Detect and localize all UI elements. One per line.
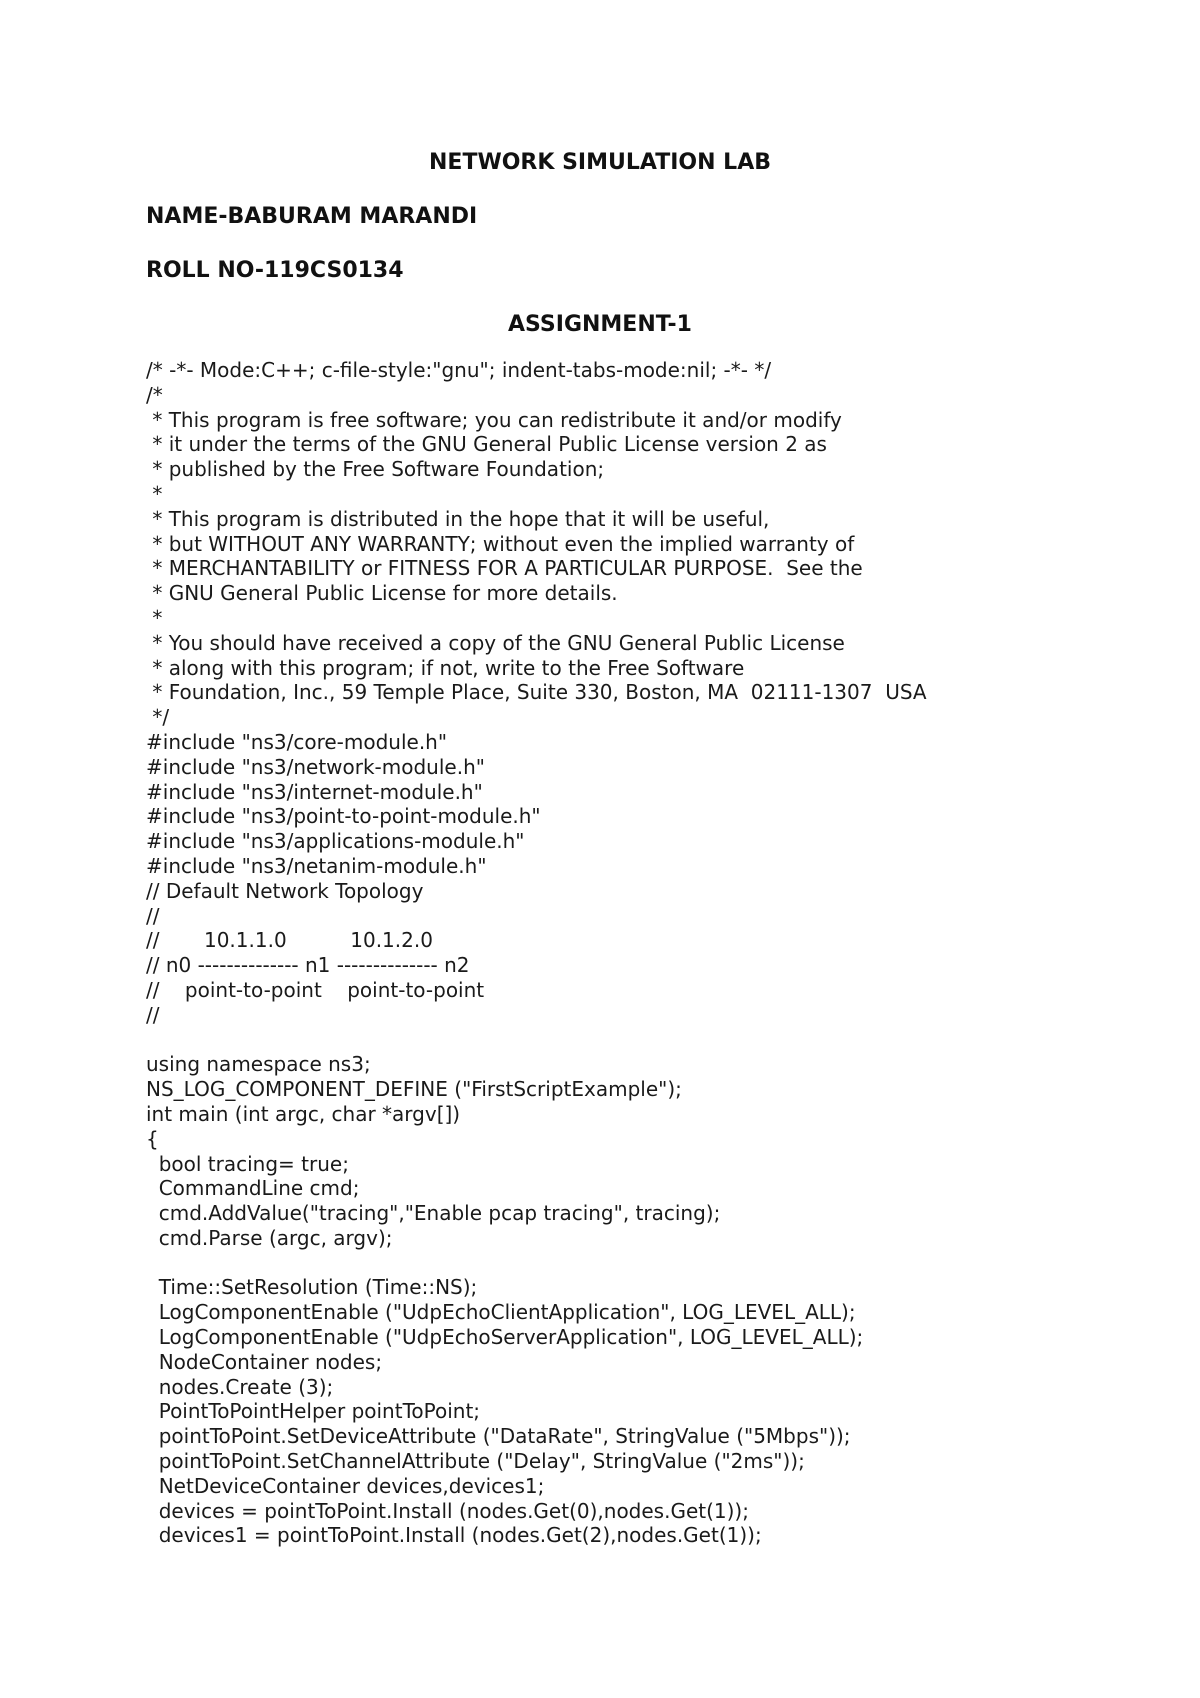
code-line: Time::SetResolution (Time::NS);: [146, 1275, 478, 1300]
assignment-title: ASSIGNMENT-1: [508, 312, 692, 337]
code-line: * published by the Free Software Foundation;: [146, 457, 605, 482]
code-line: #include "ns3/netanim-module.h": [146, 853, 487, 878]
code-line: [146, 1028, 1166, 1053]
code-line: CommandLine cmd;: [146, 1176, 360, 1201]
code-line: pointToPoint.SetChannelAttribute ("Delay", StringValue ("2ms"));: [146, 1449, 805, 1474]
code-line: LogComponentEnable ("UdpEchoServerApplication", LOG_LEVEL_ALL);: [146, 1325, 864, 1350]
code-line: /*: [146, 382, 163, 407]
code-line: // n0 -------------- n1 -------------- n2: [146, 953, 470, 978]
code-line: //: [146, 903, 160, 928]
code-line: * GNU General Public License for more details.: [146, 581, 618, 606]
code-line: cmd.AddValue("tracing","Enable pcap tracing", tracing);: [146, 1201, 721, 1226]
code-line: NodeContainer nodes;: [146, 1349, 383, 1374]
code-line: //: [146, 1002, 160, 1027]
code-line: * MERCHANTABILITY or FITNESS FOR A PARTICULAR PURPOSE. See the: [146, 556, 863, 581]
code-line: #include "ns3/internet-module.h": [146, 779, 483, 804]
code-line: * but WITHOUT ANY WARRANTY; without even the implied warranty of: [146, 531, 855, 556]
code-line: bool tracing= true;: [146, 1151, 349, 1176]
code-line: *: [146, 481, 163, 506]
code-line: #include "ns3/core-module.h": [146, 729, 448, 754]
code-line: * Foundation, Inc., 59 Temple Place, Suite 330, Boston, MA 02111-1307 USA: [146, 680, 927, 705]
code-line: devices1 = pointToPoint.Install (nodes.Get(2),nodes.Get(1));: [146, 1523, 762, 1548]
code-line: nodes.Create (3);: [146, 1374, 334, 1399]
code-line: LogComponentEnable ("UdpEchoClientApplication", LOG_LEVEL_ALL);: [146, 1300, 856, 1325]
code-line: *: [146, 605, 163, 630]
code-line: pointToPoint.SetDeviceAttribute ("DataRate", StringValue ("5Mbps"));: [146, 1424, 851, 1449]
code-line: using namespace ns3;: [146, 1052, 371, 1077]
code-line: * This program is distributed in the hope that it will be useful,: [146, 506, 770, 531]
code-line: // point-to-point point-to-point: [146, 977, 485, 1002]
student-name: NAME-BABURAM MARANDI: [146, 204, 478, 229]
code-line: int main (int argc, char *argv[]): [146, 1101, 461, 1126]
code-line: * along with this program; if not, write to the Free Software: [146, 655, 745, 680]
code-line: NS_LOG_COMPONENT_DEFINE ("FirstScriptExample");: [146, 1077, 682, 1102]
code-line: PointToPointHelper pointToPoint;: [146, 1399, 481, 1424]
code-line: cmd.Parse (argc, argv);: [146, 1225, 393, 1250]
code-line: NetDeviceContainer devices,devices1;: [146, 1473, 545, 1498]
code-line: /* -*- Mode:C++; c-file-style:"gnu"; indent-tabs-mode:nil; -*- */: [146, 358, 772, 382]
code-line: #include "ns3/network-module.h": [146, 754, 485, 779]
code-line: #include "ns3/applications-module.h": [146, 829, 525, 854]
code-line: [146, 1251, 1166, 1276]
code-line: * it under the terms of the GNU General Public License version 2 as: [146, 432, 827, 457]
lab-title: NETWORK SIMULATION LAB: [429, 150, 771, 175]
code-line: * This program is free software; you can redistribute it and/or modify: [146, 407, 842, 432]
code-line: * You should have received a copy of the GNU General Public License: [146, 630, 845, 655]
code-line: // 10.1.1.0 10.1.2.0: [146, 928, 433, 953]
code-line: */: [146, 705, 170, 730]
code-line: #include "ns3/point-to-point-module.h": [146, 804, 541, 829]
roll-number: ROLL NO-119CS0134: [146, 258, 404, 283]
code-line: // Default Network Topology: [146, 878, 424, 903]
code-line: devices = pointToPoint.Install (nodes.Get(0),nodes.Get(1));: [146, 1498, 749, 1523]
source-code-listing: [146, 358, 1166, 1548]
code-line: {: [146, 1126, 159, 1151]
